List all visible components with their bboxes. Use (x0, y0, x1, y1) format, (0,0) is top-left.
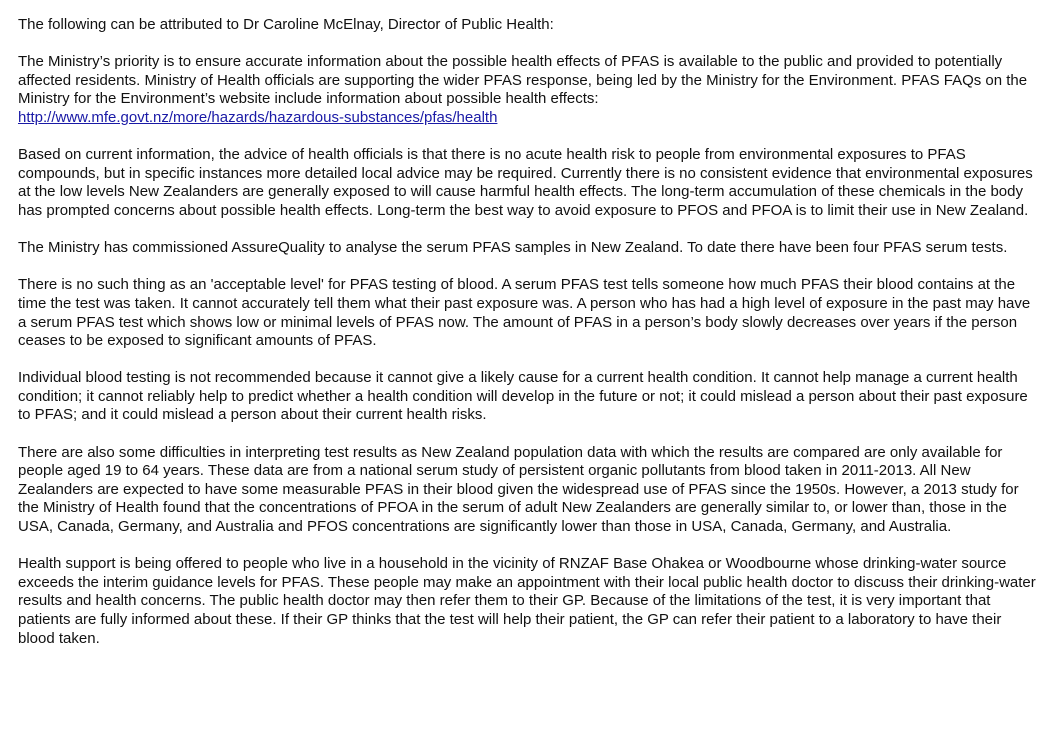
paragraph-ministry-priority (18, 53, 1040, 127)
pfas-health-link[interactable]: http://www.mfe.govt.nz/more/hazards/hazardous-substances/pfas/health (18, 108, 498, 126)
paragraph-current-information: Based on current information, the advice of health officials is that there is no acute health risk to people from environmental exposures to PFAS compounds, but in specific instances more detailed local advice may be required. Currently there is no consistent evidence that environmental exposures at the low levels New Zealanders are generally exposed to will cause harmful health effects. The long-term accumulation of these chemicals in the body has prompted concerns about possible health effects. Long-term the best way to avoid exposure to PFOS and PFOA is to limit their use in New Zealand. (18, 146, 1033, 219)
paragraph-acceptable-level: There is no such thing as an 'acceptable level' for PFAS testing of blood. A serum PFAS test tells someone how much PFAS their blood contains at the time the test was taken. It cannot accurately tell them what their past exposure was. A person who has had a high level of exposure in the past may have a serum PFAS test which shows low or minimal levels of PFAS now. The amount of PFAS in a person’s body slowly decreases over years if the person ceases to be exposed to significant amounts of PFAS. (18, 276, 1031, 350)
paragraph-assurequality: The Ministry has commissioned AssureQuality to analyse the serum PFAS samples in New Zealand. To date there have been four PFAS serum tests. (18, 239, 1008, 257)
paragraph-health-support: Health support is being offered to people who live in a household in the vicinity of RNZAF Base Ohakea or Woodbourne whose drinking-water source exceeds the interim guidance levels for PFAS. These people may make an appointment with their local public health doctor to discuss their drinking-water results and health concerns. The public health doctor may then refer them to their GP. Because of the limitations of the test, it is very important that patients are fully informed about these. If their GP thinks that the test will help their patient, the GP can refer their patient to a laboratory to have their blood taken. (18, 555, 1036, 647)
paragraph-text: The Ministry’s priority is to ensure accurate information about the possible health effects of PFAS is available to the public and provided to potentially affected residents. Ministry of Health officials are supporting the wider PFAS response, being led by the Ministry for the Environment. PFAS FAQs on the Ministry for the Environment’s website include information about possible health effects: (18, 53, 1028, 108)
document-body (18, 16, 1040, 648)
paragraph-individual-testing: Individual blood testing is not recommended because it cannot give a likely cause for a current health condition. It cannot help manage a current health condition; it cannot reliably help to predict whether a health condition will develop in the future or not; it could mislead a person about their past exposure to PFAS; and it could mislead a person about their current health risks. (18, 369, 1028, 424)
paragraph-interpreting-results: There are also some difficulties in interpreting test results as New Zealand population data with which the results are compared are only available for people aged 19 to 64 years. These data are from a national serum study of persistent organic pollutants from blood taken in 2011-2013. All New Zealanders are expected to have some measurable PFAS in their blood given the widespread use of PFAS since the 1950s. However, a 2013 study for the Ministry of Health found that the concentrations of PFOA in the serum of adult New Zealanders are generally similar to, or lower than, those in the USA, Canada, Germany, and Australia and PFOS concentrations are significantly lower than those in USA, Canada, Germany, and Australia. (18, 443, 1019, 536)
attribution-line: The following can be attributed to Dr Caroline McElnay, Director of Public Health: (18, 16, 554, 33)
